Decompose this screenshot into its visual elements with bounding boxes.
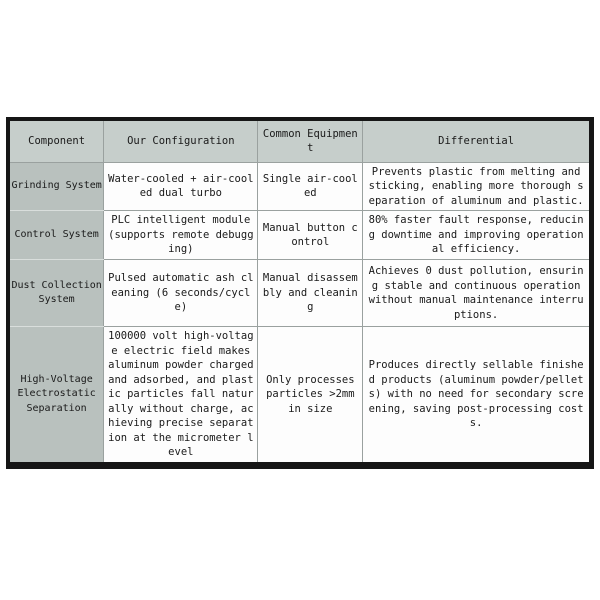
cell-differential: Prevents plastic from melting and sticking, enabling more thorough separation of aluminum and plastic. bbox=[363, 162, 592, 211]
cell-common-equipment: Only processes particles >2mm in size bbox=[258, 327, 363, 466]
row-header-dust-collection-system: Dust Collection System bbox=[8, 260, 104, 327]
cell-common-equipment: Single air-cooled bbox=[258, 162, 363, 211]
row-header-grinding-system: Grinding System bbox=[8, 162, 104, 211]
header-row bbox=[8, 119, 592, 162]
table-row bbox=[8, 260, 592, 327]
table-row bbox=[8, 327, 592, 466]
header-our-configuration: Our Configuration bbox=[104, 119, 258, 162]
cell-common-equipment: Manual button control bbox=[258, 211, 363, 260]
comparison-table bbox=[6, 117, 594, 469]
cell-our-configuration: Pulsed automatic ash cleaning (6 seconds/cycle) bbox=[104, 260, 258, 327]
cell-our-configuration: 100000 volt high-voltage electric field makes aluminum powder charged and adsorbed, and plastic particles fall naturally without charge, achieving precise separation at the micrometer level bbox=[104, 327, 258, 466]
cell-differential: Achieves 0 dust pollution, ensuring stable and continuous operation without manual maintenance interruptions. bbox=[363, 260, 592, 327]
cell-differential: Produces directly sellable finished products (aluminum powder/pellets) with no need for secondary screening, saving post-processing costs. bbox=[363, 327, 592, 466]
table-row bbox=[8, 162, 592, 211]
header-differential: Differential bbox=[363, 119, 592, 162]
cell-our-configuration: Water-cooled + air-cooled dual turbo bbox=[104, 162, 258, 211]
row-header-control-system: Control System bbox=[8, 211, 104, 260]
row-header-high-voltage-electrostatic-separation: High-Voltage Electrostatic Separation bbox=[8, 327, 104, 466]
cell-common-equipment: Manual disassembly and cleaning bbox=[258, 260, 363, 327]
cell-our-configuration: PLC intelligent module (supports remote debugging) bbox=[104, 211, 258, 260]
header-common-equipment: Common Equipment bbox=[258, 119, 363, 162]
cell-differential: 80% faster fault response, reducing downtime and improving operational efficiency. bbox=[363, 211, 592, 260]
table-row bbox=[8, 211, 592, 260]
header-component: Component bbox=[8, 119, 104, 162]
